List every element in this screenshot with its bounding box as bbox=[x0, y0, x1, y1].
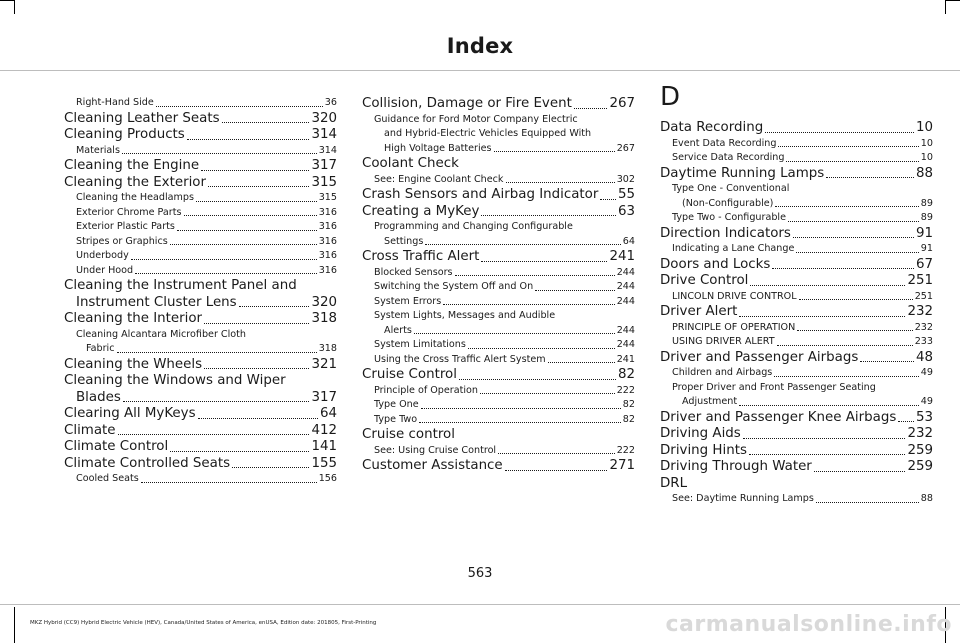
dot-leader bbox=[177, 230, 317, 231]
dot-leader bbox=[786, 161, 918, 162]
entry-text: System Limitations bbox=[374, 338, 467, 353]
dot-leader bbox=[419, 422, 621, 423]
dot-leader bbox=[498, 453, 615, 454]
entry-page-number: 316 bbox=[318, 235, 337, 250]
index-entry bbox=[64, 295, 337, 312]
entry-page-number: 316 bbox=[318, 264, 337, 279]
index-entry bbox=[64, 357, 337, 374]
entry-text: Cleaning the Headlamps bbox=[76, 191, 195, 206]
entry-text: Using the Cross Traffic Alert System bbox=[374, 353, 547, 368]
entry-page-number: 241 bbox=[616, 353, 635, 368]
dot-leader bbox=[548, 362, 615, 363]
index-subentry bbox=[660, 211, 933, 226]
dot-leader bbox=[468, 348, 615, 349]
dot-leader bbox=[201, 170, 309, 171]
entry-page-number: 251 bbox=[914, 290, 933, 305]
dot-leader bbox=[816, 502, 919, 503]
entry-text: Cleaning Leather Seats bbox=[64, 110, 220, 126]
dot-leader bbox=[765, 132, 914, 133]
entry-text: Crash Sensors and Airbag Indicator bbox=[362, 187, 599, 202]
dot-leader bbox=[749, 454, 906, 455]
index-subentry bbox=[362, 142, 635, 157]
index-entry bbox=[362, 249, 635, 266]
entry-text: Under Hood bbox=[76, 264, 134, 279]
entry-page-number: 89 bbox=[920, 211, 933, 226]
entry-page-number: 302 bbox=[616, 173, 635, 188]
dot-leader bbox=[239, 306, 310, 307]
entry-text: LINCOLN DRIVE CONTROL bbox=[672, 290, 798, 305]
dot-leader bbox=[505, 470, 608, 471]
entry-page-number: 314 bbox=[311, 127, 337, 142]
entry-text: Driver and Passenger Airbags bbox=[660, 349, 859, 365]
index-subentry bbox=[660, 137, 933, 152]
dot-leader bbox=[222, 122, 310, 123]
index-subentry bbox=[362, 127, 635, 142]
entry-text: Cross Traffic Alert bbox=[362, 249, 480, 264]
header-rule bbox=[0, 70, 960, 71]
index-entry bbox=[362, 367, 635, 384]
entry-page-number: 259 bbox=[907, 442, 933, 458]
crop-mark bbox=[14, 607, 15, 643]
entry-text: Cleaning Alcantara Microfiber Cloth bbox=[76, 328, 247, 343]
dot-leader bbox=[750, 285, 905, 286]
entry-text: Guidance for Ford Motor Company Electric bbox=[374, 113, 579, 128]
entry-text: Fabric bbox=[86, 342, 116, 357]
index-subentry bbox=[362, 280, 635, 295]
entry-text: Coolant Check bbox=[362, 156, 459, 171]
entry-text: See: Daytime Running Lamps bbox=[672, 492, 815, 507]
entry-text: Drive Control bbox=[660, 273, 749, 288]
index-entry bbox=[362, 156, 635, 173]
index-entry bbox=[660, 304, 933, 321]
index-subentry bbox=[660, 381, 933, 396]
index-entry bbox=[660, 120, 933, 137]
entry-text: Creating a MyKey bbox=[362, 203, 480, 219]
entry-text: Materials bbox=[76, 144, 121, 159]
dot-leader bbox=[455, 275, 615, 276]
entry-page-number: 156 bbox=[318, 472, 337, 487]
dot-leader bbox=[421, 408, 621, 409]
dot-leader bbox=[796, 252, 918, 253]
entry-page-number: 232 bbox=[907, 304, 933, 319]
index-subentry bbox=[362, 220, 635, 235]
entry-text: See: Using Cruise Control bbox=[374, 444, 497, 459]
entry-text: USING DRIVER ALERT bbox=[672, 335, 776, 350]
dot-leader bbox=[141, 482, 317, 483]
entry-page-number: 259 bbox=[907, 459, 933, 474]
entry-text: Underbody bbox=[76, 249, 130, 264]
index-subentry bbox=[362, 338, 635, 353]
index-subentry bbox=[362, 444, 635, 459]
dot-leader bbox=[788, 221, 919, 222]
index-subentry bbox=[660, 242, 933, 257]
entry-page-number: 55 bbox=[617, 187, 635, 202]
entry-page-number: 82 bbox=[622, 398, 635, 413]
entry-page-number: 244 bbox=[616, 295, 635, 310]
index-subentry bbox=[660, 492, 933, 507]
dot-leader bbox=[196, 201, 317, 202]
index-subentry bbox=[362, 113, 635, 128]
dot-leader bbox=[131, 259, 317, 260]
index-column-3 bbox=[660, 82, 933, 507]
entry-text: Indicating a Lane Change bbox=[672, 242, 795, 257]
entry-text: Blades bbox=[76, 389, 121, 405]
entry-text: Climate Controlled Seats bbox=[64, 455, 231, 471]
index-subentry bbox=[362, 353, 635, 368]
index-entry bbox=[64, 423, 337, 440]
entry-page-number: 64 bbox=[622, 235, 635, 250]
entry-text: and Hybrid-Electric Vehicles Equipped With bbox=[384, 127, 592, 142]
entry-text: Right-Hand Side bbox=[76, 96, 155, 111]
entry-page-number: 244 bbox=[616, 338, 635, 353]
index-entry bbox=[660, 273, 933, 290]
index-subentry bbox=[64, 328, 337, 343]
entry-page-number: 64 bbox=[319, 406, 337, 421]
index-entry bbox=[64, 390, 337, 407]
entry-text: Daytime Running Lamps bbox=[660, 165, 825, 181]
dot-leader bbox=[204, 368, 309, 369]
index-entry bbox=[362, 427, 635, 444]
dot-leader bbox=[777, 345, 913, 346]
entry-text: (Non-Configurable) bbox=[682, 197, 774, 212]
entry-text: Adjustment bbox=[682, 395, 738, 410]
entry-text: Type One bbox=[374, 398, 420, 413]
entry-text: Type Two - Configurable bbox=[672, 211, 787, 226]
dot-leader bbox=[118, 434, 310, 435]
entry-text: Customer Assistance bbox=[362, 458, 503, 473]
footer-rule bbox=[0, 604, 960, 605]
index-subentry bbox=[660, 151, 933, 166]
entry-text: Blocked Sensors bbox=[374, 266, 454, 281]
entry-text: Principle of Operation bbox=[374, 384, 479, 399]
entry-page-number: 88 bbox=[915, 165, 933, 181]
index-subentry bbox=[660, 321, 933, 336]
entry-page-number: 91 bbox=[915, 225, 933, 241]
entry-page-number: 267 bbox=[609, 96, 635, 111]
index-entry bbox=[660, 459, 933, 476]
entry-page-number: 318 bbox=[318, 342, 337, 357]
entry-text: Data Recording bbox=[660, 120, 764, 135]
index-entry bbox=[660, 443, 933, 460]
dot-leader bbox=[123, 401, 310, 402]
index-subentry bbox=[660, 290, 933, 305]
entry-page-number: 317 bbox=[311, 158, 337, 173]
entry-text: Doors and Locks bbox=[660, 256, 771, 272]
index-entry bbox=[362, 96, 635, 113]
entry-text: Climate bbox=[64, 422, 116, 438]
index-entry bbox=[362, 187, 635, 204]
index-entry bbox=[64, 456, 337, 473]
entry-page-number: 241 bbox=[609, 249, 635, 264]
entry-text: Type One - Conventional bbox=[672, 182, 790, 197]
dot-leader bbox=[187, 139, 310, 140]
index-subentry bbox=[64, 235, 337, 250]
entry-text: Cleaning the Wheels bbox=[64, 356, 203, 372]
crop-mark bbox=[14, 0, 15, 14]
index-subentry bbox=[660, 197, 933, 212]
entry-text: Programming and Changing Configurable bbox=[374, 220, 574, 235]
dot-leader bbox=[480, 393, 615, 394]
dot-leader bbox=[414, 333, 615, 334]
entry-page-number: 10 bbox=[915, 120, 933, 135]
index-entry bbox=[660, 476, 933, 493]
entry-text: DRL bbox=[660, 475, 688, 491]
edition-footer: MKZ Hybrid (CC9) Hybrid Electric Vehicle (HEV), Canada/United States of America, enUSA, Edition date: 201805, First-Printing bbox=[30, 620, 377, 626]
dot-leader bbox=[772, 268, 914, 269]
entry-text: Collision, Damage or Fire Event bbox=[362, 96, 572, 111]
entry-page-number: 317 bbox=[311, 389, 337, 405]
crop-mark bbox=[946, 0, 960, 1]
entry-page-number: 232 bbox=[907, 426, 933, 441]
entry-text: Alerts bbox=[384, 324, 413, 339]
index-entry bbox=[660, 350, 933, 367]
entry-text: Cleaning the Exterior bbox=[64, 174, 206, 190]
entry-page-number: 141 bbox=[311, 439, 337, 454]
entry-text: Driver Alert bbox=[660, 304, 738, 319]
index-entry bbox=[362, 458, 635, 475]
dot-leader bbox=[739, 405, 919, 406]
index-subentry bbox=[64, 472, 337, 487]
entry-text: Exterior Chrome Parts bbox=[76, 206, 183, 221]
dot-leader bbox=[443, 304, 614, 305]
index-subentry bbox=[362, 324, 635, 339]
dot-leader bbox=[494, 151, 615, 152]
dot-leader bbox=[204, 323, 309, 324]
index-entry bbox=[64, 278, 337, 295]
dot-leader bbox=[574, 108, 608, 109]
entry-page-number: 53 bbox=[915, 409, 933, 425]
entry-text: Cleaning the Interior bbox=[64, 311, 203, 326]
entry-page-number: 155 bbox=[311, 455, 337, 471]
dot-leader bbox=[600, 199, 616, 200]
entry-text: Children and Airbags bbox=[672, 366, 773, 381]
entry-page-number: 36 bbox=[324, 96, 337, 111]
entry-page-number: 82 bbox=[617, 367, 635, 382]
entry-page-number: 271 bbox=[609, 458, 635, 473]
dot-leader bbox=[739, 316, 905, 317]
entry-page-number: 267 bbox=[616, 142, 635, 157]
entry-page-number: 67 bbox=[915, 256, 933, 272]
index-subentry bbox=[64, 144, 337, 159]
entry-text: Cleaning the Windows and Wiper bbox=[64, 373, 286, 388]
entry-page-number: 315 bbox=[318, 191, 337, 206]
dot-leader bbox=[799, 299, 913, 300]
entry-text: Direction Indicators bbox=[660, 225, 791, 241]
index-column-1 bbox=[64, 96, 337, 487]
entry-page-number: 10 bbox=[920, 137, 933, 152]
entry-page-number: 48 bbox=[915, 349, 933, 365]
index-subentry bbox=[64, 206, 337, 221]
entry-page-number: 316 bbox=[318, 249, 337, 264]
index-subentry bbox=[64, 342, 337, 357]
entry-page-number: 63 bbox=[617, 203, 635, 219]
index-subentry bbox=[362, 295, 635, 310]
entry-page-number: 244 bbox=[616, 280, 635, 295]
index-subentry bbox=[64, 249, 337, 264]
entry-text: Stripes or Graphics bbox=[76, 235, 169, 250]
dot-leader bbox=[506, 182, 615, 183]
index-entry bbox=[64, 373, 337, 390]
dot-leader bbox=[797, 330, 912, 331]
entry-page-number: 233 bbox=[914, 335, 933, 350]
entry-text: Clearing All MyKeys bbox=[64, 406, 196, 421]
entry-page-number: 10 bbox=[920, 151, 933, 166]
index-entry bbox=[660, 226, 933, 243]
index-subentry bbox=[362, 413, 635, 428]
entry-text: Cruise Control bbox=[362, 367, 457, 382]
index-entry bbox=[64, 175, 337, 192]
entry-text: Event Data Recording bbox=[672, 137, 777, 152]
dot-leader bbox=[156, 106, 323, 107]
entry-page-number: 316 bbox=[318, 220, 337, 235]
entry-page-number: 232 bbox=[914, 321, 933, 336]
entry-page-number: 251 bbox=[907, 273, 933, 288]
index-subentry bbox=[660, 335, 933, 350]
index-subentry bbox=[660, 182, 933, 197]
entry-text: See: Engine Coolant Check bbox=[374, 173, 505, 188]
entry-text: Switching the System Off and On bbox=[374, 280, 534, 295]
dot-leader bbox=[814, 471, 906, 472]
entry-text: PRINCIPLE OF OPERATION bbox=[672, 321, 796, 336]
index-entry bbox=[64, 127, 337, 144]
entry-text: Type Two bbox=[374, 413, 418, 428]
entry-page-number: 89 bbox=[920, 197, 933, 212]
dot-leader bbox=[184, 215, 317, 216]
index-column-2 bbox=[362, 96, 635, 475]
entry-text: Cleaning the Instrument Panel and bbox=[64, 278, 297, 293]
entry-text: Cleaning Products bbox=[64, 127, 185, 142]
dot-leader bbox=[775, 206, 918, 207]
entry-page-number: 222 bbox=[616, 384, 635, 399]
index-subentry bbox=[64, 191, 337, 206]
entry-text: Cruise control bbox=[362, 427, 455, 442]
dot-leader bbox=[481, 215, 616, 216]
index-entry bbox=[660, 426, 933, 443]
dot-leader bbox=[481, 261, 607, 262]
index-entry bbox=[660, 257, 933, 274]
crop-mark bbox=[945, 0, 946, 14]
index-subentry bbox=[660, 366, 933, 381]
index-subentry bbox=[362, 266, 635, 281]
entry-page-number: 82 bbox=[622, 413, 635, 428]
entry-page-number: 321 bbox=[311, 356, 337, 372]
section-letter: D bbox=[660, 82, 681, 112]
entry-page-number: 320 bbox=[311, 294, 337, 310]
entry-text: Climate Control bbox=[64, 439, 169, 454]
index-entry bbox=[660, 410, 933, 427]
entry-page-number: 318 bbox=[311, 311, 337, 326]
dot-leader bbox=[743, 438, 906, 439]
index-subentry bbox=[362, 309, 635, 324]
crop-mark bbox=[0, 0, 14, 1]
index-subentry bbox=[64, 96, 337, 111]
index-subentry bbox=[362, 235, 635, 250]
entry-text: Cooled Seats bbox=[76, 472, 140, 487]
dot-leader bbox=[208, 186, 309, 187]
entry-text: Exterior Plastic Parts bbox=[76, 220, 176, 235]
entry-page-number: 222 bbox=[616, 444, 635, 459]
entry-text: Driving Aids bbox=[660, 426, 741, 441]
entry-text: System Lights, Messages and Audible bbox=[374, 309, 556, 324]
dot-leader bbox=[117, 352, 317, 353]
entry-page-number: 244 bbox=[616, 324, 635, 339]
dot-leader bbox=[778, 146, 918, 147]
entry-text: Service Data Recording bbox=[672, 151, 785, 166]
dot-leader bbox=[793, 237, 914, 238]
dot-leader bbox=[198, 418, 318, 419]
dot-leader bbox=[898, 421, 914, 422]
index-subentry bbox=[362, 173, 635, 188]
page-title: Index bbox=[446, 34, 514, 58]
dot-leader bbox=[170, 451, 309, 452]
entry-page-number: 315 bbox=[311, 174, 337, 190]
dot-leader bbox=[535, 290, 615, 291]
entry-page-number: 314 bbox=[318, 144, 337, 159]
entry-text: High Voltage Batteries bbox=[384, 142, 493, 157]
index-entry bbox=[362, 204, 635, 221]
entry-text: System Errors bbox=[374, 295, 442, 310]
index-entry bbox=[64, 406, 337, 423]
index-entry bbox=[64, 311, 337, 328]
dot-leader bbox=[459, 379, 616, 380]
index-subentry bbox=[362, 384, 635, 399]
entry-text: Settings bbox=[384, 235, 424, 250]
index-subentry bbox=[64, 220, 337, 235]
entry-text: Driving Hints bbox=[660, 442, 747, 458]
index-subentry bbox=[64, 264, 337, 279]
entry-text: Instrument Cluster Lens bbox=[76, 294, 237, 310]
dot-leader bbox=[425, 244, 620, 245]
entry-page-number: 49 bbox=[920, 395, 933, 410]
index-subentry bbox=[660, 395, 933, 410]
page-number: 563 bbox=[467, 566, 493, 581]
index-subentry bbox=[362, 398, 635, 413]
index-entry bbox=[64, 158, 337, 175]
index-entry bbox=[660, 166, 933, 183]
entry-text: Driving Through Water bbox=[660, 459, 812, 474]
dot-leader bbox=[860, 361, 914, 362]
entry-page-number: 316 bbox=[318, 206, 337, 221]
index-entry bbox=[64, 439, 337, 456]
entry-page-number: 244 bbox=[616, 266, 635, 281]
entry-page-number: 91 bbox=[920, 242, 933, 257]
entry-text: Driver and Passenger Knee Airbags bbox=[660, 409, 897, 425]
watermark: carmanualsonline.info bbox=[665, 612, 952, 637]
entry-text: Cleaning the Engine bbox=[64, 158, 200, 173]
dot-leader bbox=[826, 177, 914, 178]
dot-leader bbox=[774, 376, 918, 377]
dot-leader bbox=[122, 153, 317, 154]
entry-text: Proper Driver and Front Passenger Seating bbox=[672, 381, 877, 396]
entry-page-number: 49 bbox=[920, 366, 933, 381]
entry-page-number: 412 bbox=[311, 422, 337, 438]
dot-leader bbox=[135, 273, 317, 274]
dot-leader bbox=[232, 467, 309, 468]
dot-leader bbox=[170, 244, 317, 245]
entry-page-number: 320 bbox=[311, 110, 337, 126]
entry-page-number: 88 bbox=[920, 492, 933, 507]
index-entry bbox=[64, 111, 337, 128]
